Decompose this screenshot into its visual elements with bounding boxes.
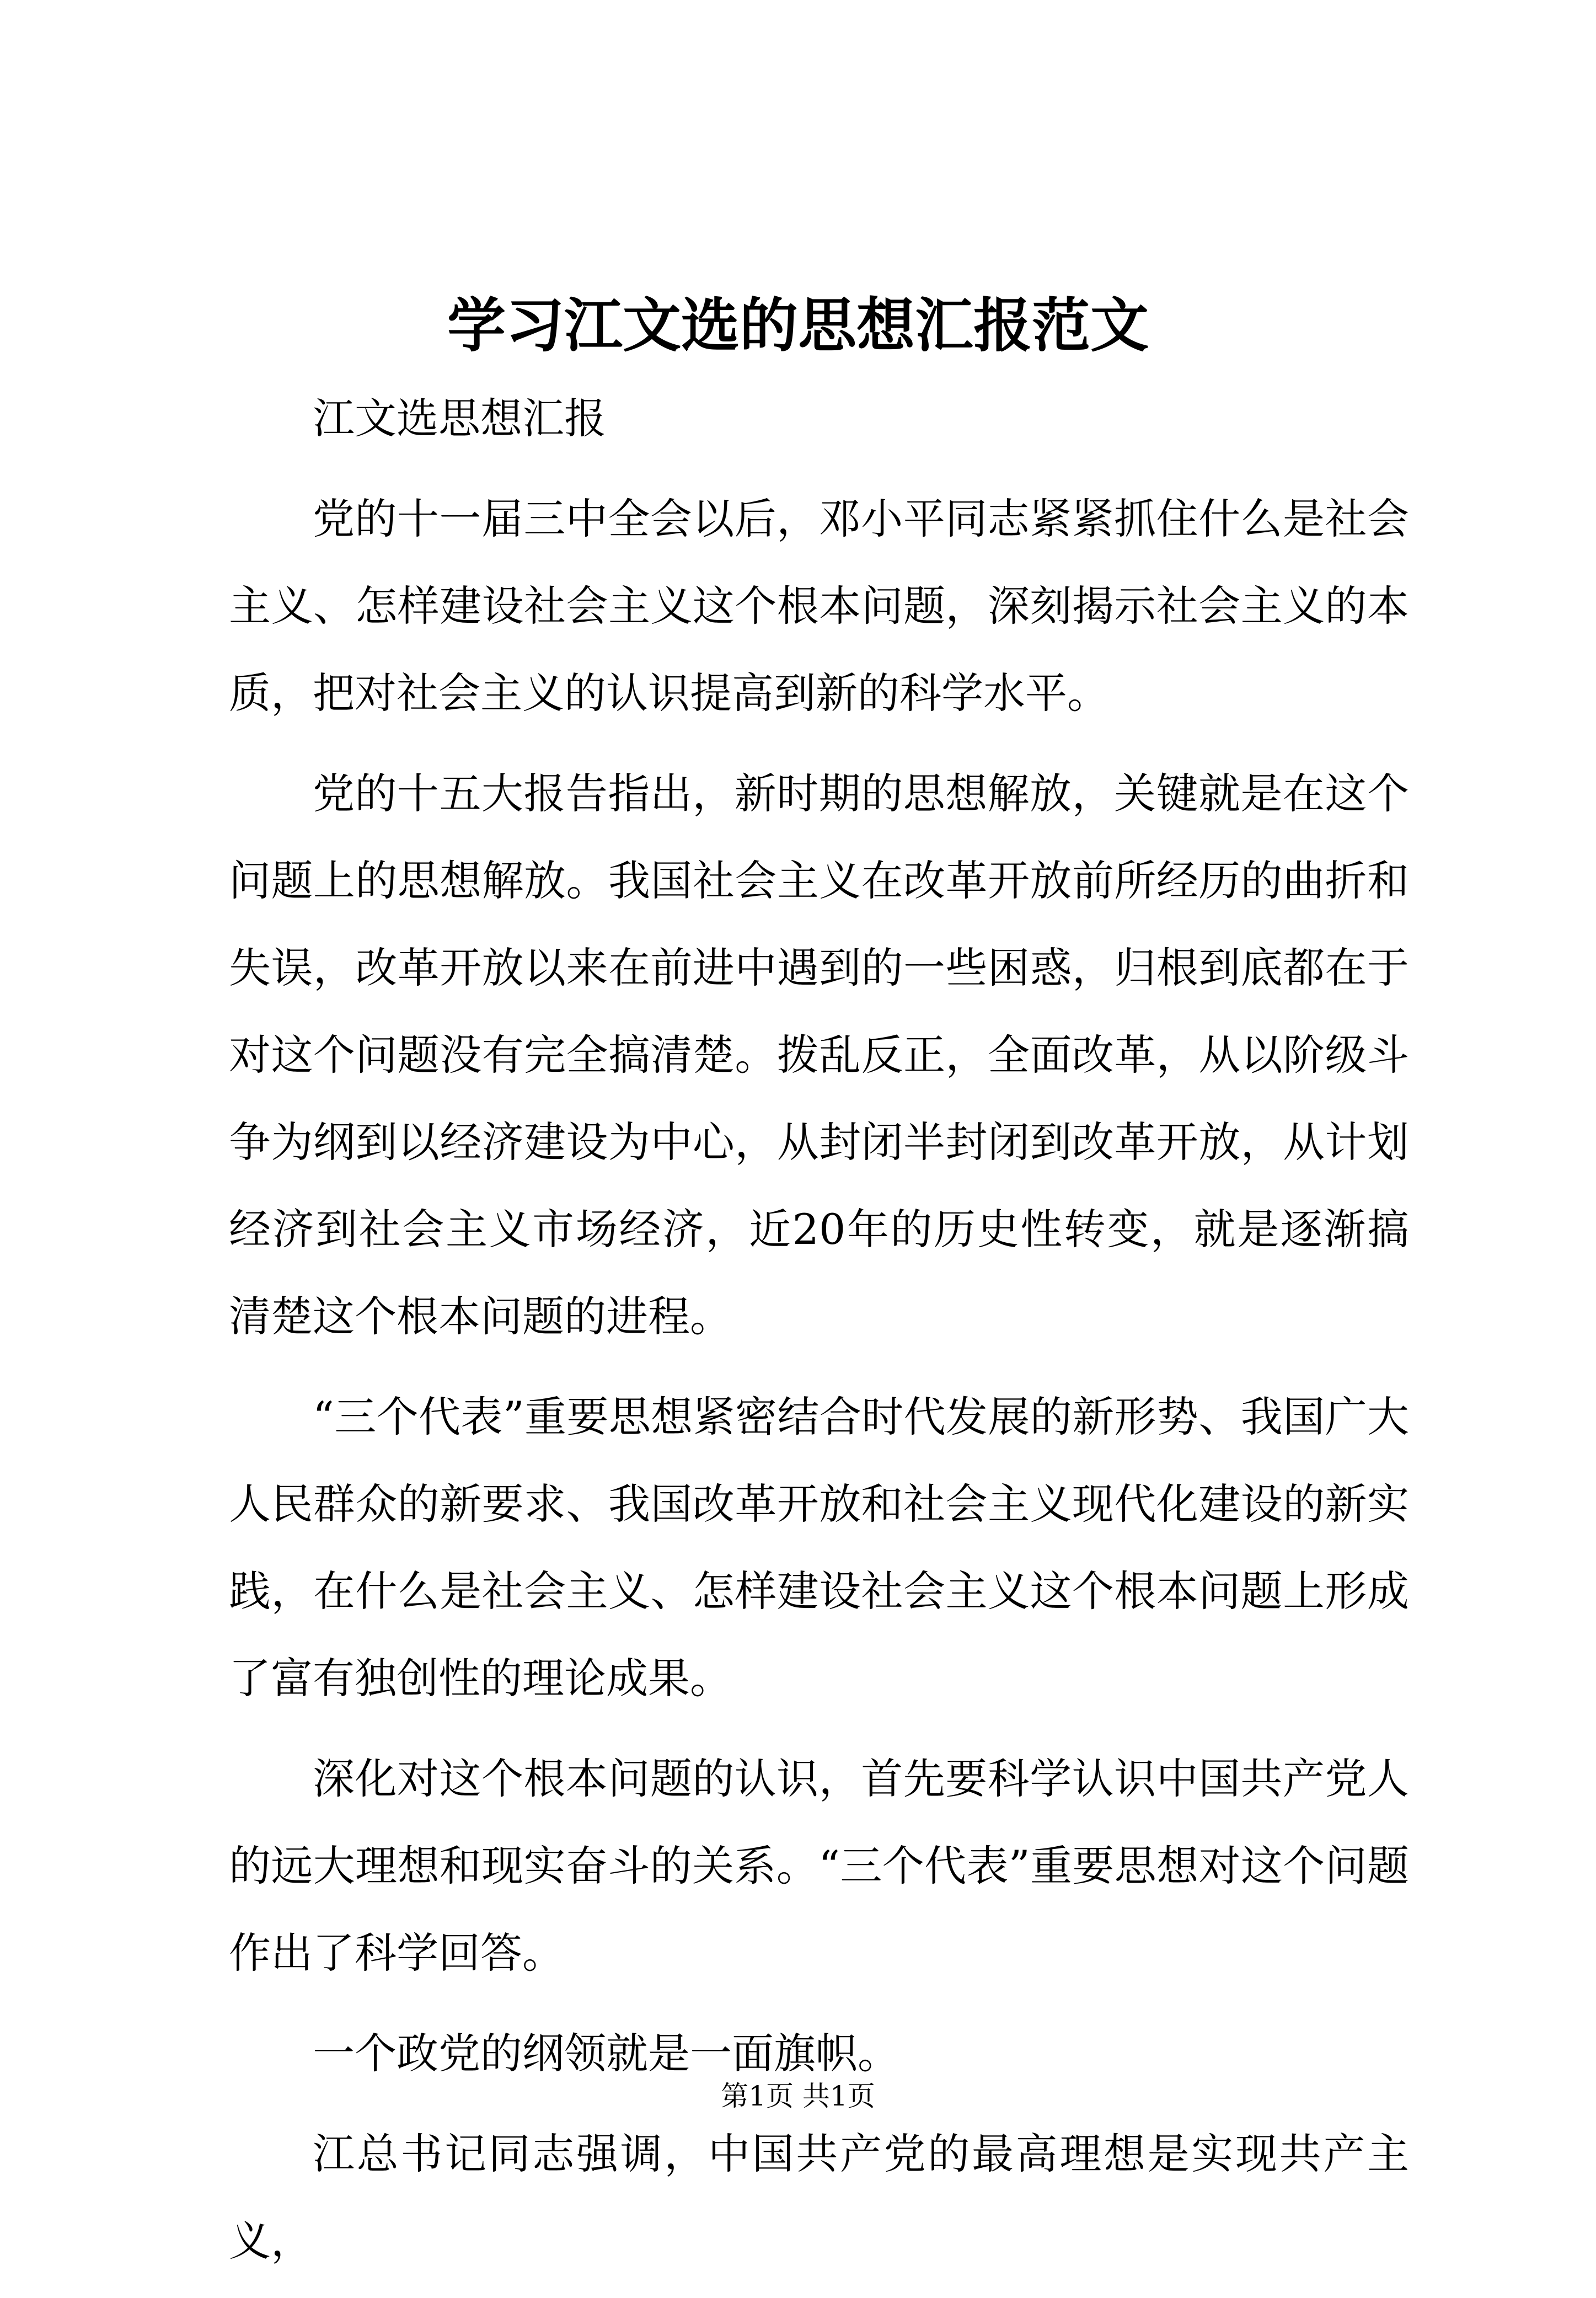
paragraph: “三个代表”重要思想紧密结合时代发展的新形势、我国广大人民群众的新要求、我国改革开放和社会主义现代化建设的新实践，在什么是社会主义、怎样建设社会主义这个根本问题上形成了富有独创性的理论成果。 xyxy=(229,1392,1409,1703)
paragraph: 深化对这个根本问题的认识，首先要科学认识中国共产党人的远大理想和现实奋斗的关系。“三个代表”重要思想对这个问题作出了科学回答。 xyxy=(229,1754,1409,1978)
document-title: 学习江文选的思想汇报范文 xyxy=(447,291,1149,360)
paragraph: 江总书记同志强调，中国共产党的最高理想是实现共产主义， xyxy=(229,2129,1409,2265)
document-body xyxy=(229,375,1409,2298)
paragraph: 一个政党的纲领就是一面旗帜。 xyxy=(313,2029,899,2078)
paragraph: 江文选思想汇报 xyxy=(313,394,606,443)
paragraph: 党的十五大报告指出，新时期的思想解放，关键就是在这个问题上的思想解放。我国社会主义在改革开放前所经历的曲折和失误，改革开放以来在前进中遇到的一些困惑，归根到底都在于对这个问题没有完全搞清楚。拨乱反正，全面改革，从以阶级斗争为纲到以经济建设为中心，从封闭半封闭到改革开放，从计划经济到社会主义市场经济，近20年的历史性转变，就是逐渐搞清楚这个根本问题的进程。 xyxy=(229,769,1409,1341)
paragraph: 党的十一届三中全会以后，邓小平同志紧紧抓住什么是社会主义、怎样建设社会主义这个根本问题，深刻揭示社会主义的本质，把对社会主义的认识提高到新的科学水平。 xyxy=(229,494,1409,718)
page-number-footer: 第1页 共1页 xyxy=(721,2080,875,2112)
